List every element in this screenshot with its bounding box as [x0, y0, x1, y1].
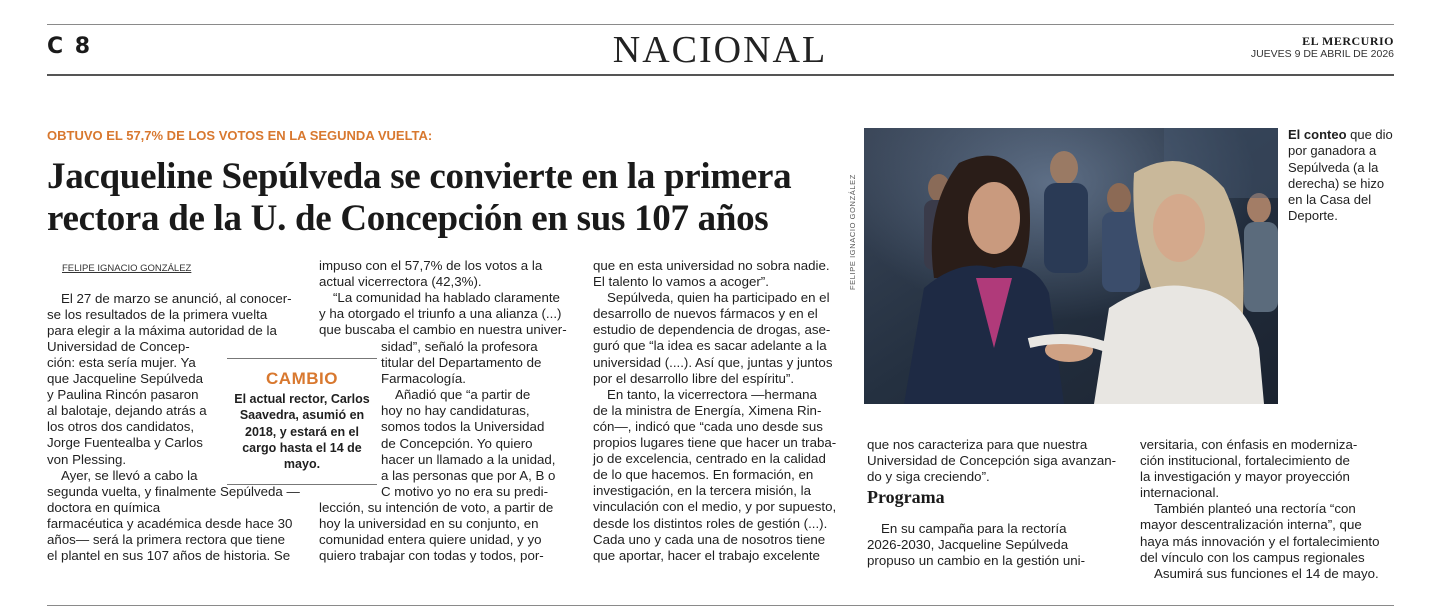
column-2-top: [319, 258, 577, 338]
top-rule: [47, 24, 1394, 25]
column-4-bottom: [867, 521, 1127, 569]
text-line: comunidad entera quiere unidad, y yo: [319, 532, 542, 548]
text-line: que buscaba el cambio en nuestra univer-: [319, 322, 567, 338]
text-line: universidad (....). Así que, juntas y juntos: [593, 354, 833, 370]
text-line: El talento lo vamos a acoger”.: [593, 274, 769, 290]
column-5: [1140, 437, 1394, 582]
text-line: que nos caracteriza para que nuestra: [867, 437, 1088, 452]
text-line: En tanto, la vicerrectora —hermana: [607, 386, 817, 402]
text-line: guró que “la idea es sacar adelante a la: [593, 338, 827, 354]
header-rule: [47, 74, 1394, 76]
caption-lead: El conteo: [1288, 127, 1347, 142]
text-line: estudio de dependencia de drogas, ase-: [593, 322, 831, 338]
text-line: la investigación y mayor proyección: [1140, 469, 1350, 485]
text-line: En su campaña para la rectoría: [881, 521, 1067, 536]
headline-line-1: Jacqueline Sepúlveda se convierte en la primera: [47, 156, 792, 197]
byline: FELIPE IGNACIO GONZÁLEZ: [62, 263, 192, 274]
text-line: de lo que hacemos. En formación, en: [593, 467, 814, 483]
column-1-wrap: [47, 355, 211, 484]
text-line: propuso un cambio en la gestión uni-: [867, 553, 1086, 569]
text-line: sidad”, señaló la profesora: [381, 339, 538, 354]
text-line: cón—, indicó que “cada uno desde sus: [593, 418, 823, 434]
photo-illustration: [864, 128, 1278, 404]
sidebar-box: [227, 358, 377, 485]
text-line: haya más innovación y el fortalecimiento: [1140, 533, 1380, 549]
text-line: ción institucional, fortalecimiento de: [1140, 453, 1350, 469]
column-3: [593, 258, 839, 564]
text-line: desde los distintos roles de gestión (...).: [593, 515, 828, 531]
page-number: C 8: [47, 34, 93, 59]
text-line: Cada uno y cada una de nosotros tiene: [593, 531, 826, 547]
photo-caption: [1288, 127, 1394, 225]
text-line: investigación, en la tercera misión, la: [593, 483, 812, 499]
text-line: Sepúlveda, quien ha participado en el: [607, 290, 830, 306]
text-line: al balotaje, dejando atrás a: [47, 403, 207, 419]
text-line: Ayer, se llevó a cabo la: [61, 467, 198, 483]
column-2-bottom: [319, 500, 577, 564]
text-line: Asumirá sus funciones el 14 de mayo.: [1154, 565, 1379, 581]
publication-date: JUEVES 9 DE ABRIL DE 2026: [1250, 48, 1394, 60]
bottom-rule: [47, 605, 1394, 606]
text-line: actual vicerrectora (42,3%).: [319, 274, 482, 290]
text-line: se los resultados de la primera vuelta: [47, 307, 268, 323]
text-line: internacional.: [1140, 485, 1220, 501]
text-line: los otros dos candidatos,: [47, 419, 195, 435]
text-line: que Jacqueline Sepúlveda: [47, 371, 203, 387]
newspaper-name: EL MERCURIO: [1302, 34, 1394, 48]
text-line: impuso con el 57,7% de los votos a la: [319, 258, 543, 273]
column-2-wrap: [381, 339, 577, 500]
text-line: el plantel en sus 107 años de historia. Se: [47, 548, 291, 564]
text-line: desarrollo de nuevos fármacos y en el: [593, 306, 818, 322]
text-line: quiero trabajar con todas y todos, por-: [319, 548, 544, 564]
caption-text: que dio por ganadora a Sepúlveda (a la derecha) se hizo en la Casa del Deporte.: [1288, 127, 1393, 224]
text-line: lección, su intención de voto, a partir de: [319, 500, 554, 515]
text-line: jo de excelencia, centrado en la calidad: [593, 451, 826, 467]
text-line: versitaria, con énfasis en moderniza-: [1140, 437, 1358, 452]
section-title: NACIONAL: [612, 29, 828, 71]
text-line: para elegir a la máxima autoridad de la: [47, 323, 277, 339]
sidebar-text: El actual rector, Carlos Saavedra, asumió en 2018, y estará en el cargo hasta el 14 de mayo.: [234, 392, 370, 472]
text-line: somos todos la Universidad: [381, 419, 545, 435]
text-line: También planteó una rectoría “con: [1154, 501, 1356, 517]
headline-line-2: rectora de la U. de Concepción en sus 107 años: [47, 198, 769, 239]
text-line: que aportar, hacer el trabajo excelente: [593, 547, 820, 563]
text-line: Farmacología.: [381, 371, 466, 387]
text-line: por el desarrollo libre del espíritu”.: [593, 370, 795, 386]
text-line: Universidad de Concep-: [47, 339, 190, 355]
text-line: farmacéutica y académica desde hace 30: [47, 516, 293, 532]
column-1-bottom: [47, 484, 305, 564]
text-line: “La comunidad ha hablado claramente: [333, 290, 560, 306]
article-photo: [864, 128, 1278, 404]
text-line: del vínculo con los campus regionales: [1140, 549, 1365, 565]
text-line: hoy la universidad en su conjunto, en: [319, 516, 539, 532]
text-line: y Paulina Rincón pasaron: [47, 387, 199, 403]
column-4: [867, 437, 1127, 485]
column-1-top: [47, 291, 305, 355]
text-line: do y siga creciendo”.: [867, 469, 990, 485]
sidebar-title: CAMBIO: [266, 369, 338, 388]
headline: [47, 156, 847, 240]
text-line: segunda vuelta, y finalmente Sepúlveda —doctora en química: [47, 484, 300, 516]
text-line: El 27 de marzo se anunció, al conocer-: [61, 291, 292, 306]
text-line: ción: esta sería mujer. Ya: [47, 355, 196, 370]
kicker: OBTUVO EL 57,7% DE LOS VOTOS EN LA SEGUNDA VUELTA:: [47, 128, 433, 143]
text-line: hoy no hay candidaturas,: [381, 403, 530, 419]
subheading: Programa: [867, 487, 945, 507]
text-line: vinculación con el medio, y por supuesto,: [593, 499, 837, 515]
text-line: Añadió que “a partir de: [395, 387, 531, 403]
text-line: de la ministra de Energía, Ximena Rin-: [593, 402, 822, 418]
text-line: titular del Departamento de: [381, 355, 542, 371]
text-line: 2026-2030, Jacqueline Sepúlveda: [867, 537, 1069, 553]
text-line: hacer un llamado a la unidad,: [381, 451, 556, 467]
text-line: que en esta universidad no sobra nadie.: [593, 258, 830, 273]
text-line: C motivo yo no era su predi-: [381, 483, 549, 499]
text-line: propios lugares tiene que hacer un traba-: [593, 435, 837, 451]
text-line: de Concepción. Yo quiero: [381, 435, 533, 451]
text-line: a las personas que por A, B o: [381, 467, 556, 483]
text-line: años— será la primera rectora que tiene: [47, 532, 285, 548]
photo-credit: FELIPE IGNACIO GONZÁLEZ: [848, 174, 857, 290]
text-line: von Plessing.: [47, 451, 127, 467]
text-line: mayor descentralización interna”, que: [1140, 517, 1362, 533]
text-line: Jorge Fuentealba y Carlos: [47, 435, 203, 451]
text-line: Universidad de Concepción siga avanzan-: [867, 453, 1117, 469]
text-line: y ha otorgado el triunfo a una alianza (...): [319, 306, 562, 322]
